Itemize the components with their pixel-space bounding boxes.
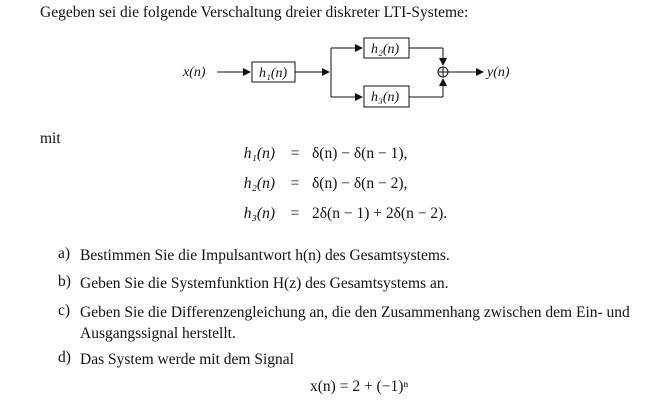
task-label: c) bbox=[58, 302, 71, 319]
task-text: Das System werde mit dem Signal bbox=[80, 351, 294, 368]
mit-label: mit bbox=[40, 130, 61, 147]
output-signal-label: y(n) bbox=[487, 65, 510, 80]
input-signal-label: x(n) bbox=[183, 65, 206, 80]
block-h2-label: h₂(n) bbox=[371, 42, 400, 57]
task-label: a) bbox=[58, 245, 71, 262]
intro-text: Gegeben sei die folgende Verschaltung dreier diskreter LTI-Systeme: bbox=[40, 4, 469, 21]
task-label: d) bbox=[58, 349, 71, 366]
equation-lhs: h₃(n) bbox=[243, 205, 275, 222]
task-label: b) bbox=[58, 273, 71, 290]
equation-relation: = bbox=[290, 145, 300, 162]
task-text: Geben Sie die Differenzengleichung an, die den Zusammenhang zwischen dem Ein- und Ausgangssignal herstellt. bbox=[80, 304, 630, 342]
equation-lhs: h₂(n) bbox=[243, 175, 275, 192]
block-h3-label: h₃(n) bbox=[371, 90, 400, 105]
equation-rhs: δ(n) − δ(n − 1), bbox=[312, 145, 408, 162]
task-text: Geben Sie die Systemfunktion H(z) des Gesamtsystems an. bbox=[80, 275, 449, 292]
equation-relation: = bbox=[290, 175, 300, 192]
equation-rhs: δ(n) − δ(n − 2), bbox=[312, 175, 408, 192]
signal-equation: x(n) = 2 + (−1)ⁿ bbox=[310, 378, 409, 395]
equation-rhs: 2δ(n − 1) + 2δ(n − 2). bbox=[312, 205, 448, 222]
equation-relation: = bbox=[290, 205, 300, 222]
block-h1-label: h₁(n) bbox=[259, 66, 288, 81]
block-diagram bbox=[0, 0, 672, 120]
task-text: Bestimmen Sie die Impulsantwort h(n) des Gesamtsystems. bbox=[80, 247, 450, 264]
equation-lhs: h₁(n) bbox=[243, 145, 275, 162]
